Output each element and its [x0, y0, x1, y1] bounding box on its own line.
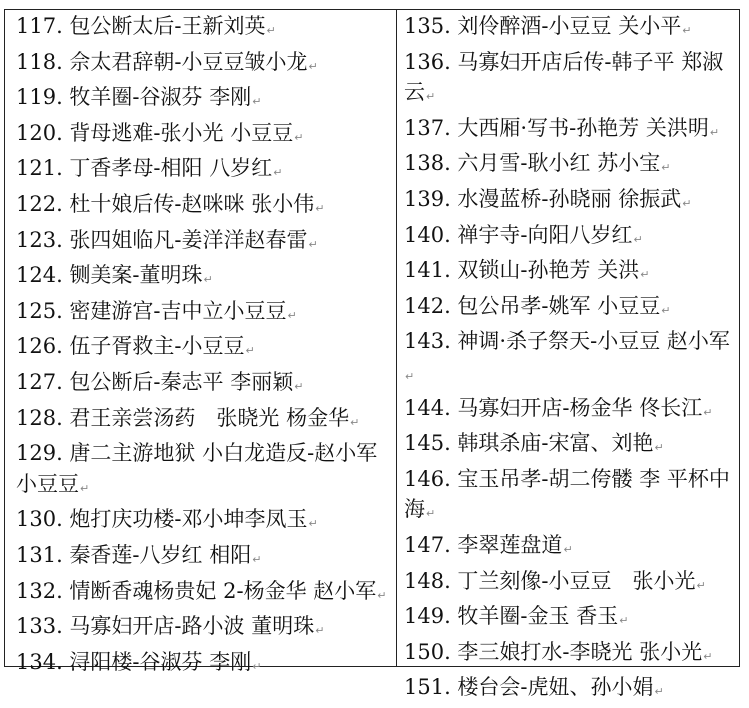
paragraph-mark-icon: ↵: [308, 517, 318, 531]
paragraph-mark-icon: ↵: [287, 308, 297, 322]
paragraph-mark-icon: ↵: [80, 481, 90, 495]
entry-text: 147. 李翠莲盘道: [404, 532, 563, 557]
list-item: [404, 530, 740, 566]
entry-text: 122. 杜十娘后传-赵咪咪 张小伟: [16, 191, 315, 216]
entry-text: 124. 铡美案-董明珠: [16, 263, 203, 288]
entry-text: 133. 马寡妇开店-路小波 董明珠: [16, 614, 315, 639]
list-item: [404, 113, 740, 149]
paragraph-mark-icon: ↵: [619, 614, 629, 628]
paragraph-mark-icon: ↵: [252, 95, 262, 109]
list-item: [16, 296, 392, 332]
list-item: [404, 47, 740, 113]
list-item: [404, 220, 740, 256]
paragraph-mark-icon: ↵: [350, 415, 360, 429]
entry-text: 121. 丁香孝母-相阳 八岁红: [16, 156, 273, 181]
paragraph-mark-icon: ↵: [709, 125, 720, 139]
paragraph-mark-icon: ↵: [640, 268, 650, 282]
list-item: [16, 647, 392, 683]
entry-text: 117. 包公断太后-王新刘英: [16, 14, 266, 38]
entry-text: 138. 六月雪-耿小红 苏小宝: [404, 151, 661, 176]
paragraph-mark-icon: ↵: [654, 441, 664, 455]
column-divider: [396, 10, 397, 666]
paragraph-mark-icon: ↵: [252, 659, 262, 673]
entry-text: 123. 张四姐临凡-姜洋洋赵春雷: [16, 227, 308, 252]
entry-text: 118. 佘太君辞朝-小豆豆皱小龙: [16, 49, 308, 74]
list-item: [404, 11, 740, 47]
paragraph-mark-icon: ↵: [266, 24, 276, 37]
entry-text: 150. 李三娘打水-李晓光 张小光: [404, 639, 703, 664]
list-item: [404, 464, 740, 530]
paragraph-mark-icon: ↵: [273, 166, 283, 180]
entry-text: 128. 君王亲尝汤药 张晓光 杨金华: [16, 405, 350, 430]
paragraph-mark-icon: ↵: [252, 552, 262, 566]
paragraph-mark-icon: ↵: [661, 303, 671, 317]
entry-text: 120. 背母逃难-张小光 小豆豆: [16, 120, 294, 145]
entry-text: 143. 神调·杀子祭天-小豆豆 赵小军: [404, 329, 730, 354]
paragraph-mark-icon: ↵: [682, 196, 692, 210]
list-item: [16, 540, 392, 576]
list-item: [16, 331, 392, 367]
list-item: [16, 611, 392, 647]
entry-text: 145. 韩琪杀庙-宋富、刘艳: [404, 431, 654, 456]
entry-text: 127. 包公断后-秦志平 李丽颖: [16, 369, 294, 394]
list-item: [16, 225, 392, 261]
paragraph-mark-icon: ↵: [563, 542, 573, 556]
list-item: [16, 47, 392, 83]
list-item: [404, 566, 740, 602]
entry-text: 146. 宝玉吊孝-胡二侉髅 李 平杯中海: [404, 466, 730, 522]
entry-text: 144. 马寡妇开店-杨金华 佟长江: [404, 395, 703, 420]
list-item: [16, 403, 392, 439]
list-item: [404, 601, 740, 637]
paragraph-mark-icon: ↵: [696, 578, 706, 592]
list-item: [404, 148, 740, 184]
list-item: [404, 637, 740, 673]
list-item: [16, 189, 392, 225]
entry-text: 126. 伍子胥救主-小豆豆: [16, 334, 245, 359]
entry-text: 139. 水漫蓝桥-孙晓丽 徐振武: [404, 186, 682, 211]
paragraph-mark-icon: ↵: [426, 507, 436, 521]
list-item: [404, 428, 740, 464]
paragraph-mark-icon: ↵: [315, 201, 325, 215]
entry-text: 151. 楼台会-虎妞、孙小娟: [404, 675, 654, 700]
paragraph-mark-icon: ↵: [703, 405, 713, 419]
list-item: [16, 153, 392, 189]
entry-text: 134. 浔阳楼-谷淑芬 李刚: [16, 649, 252, 674]
left-column: [16, 11, 392, 682]
entry-text: 149. 牧羊圈-金玉 香玉: [404, 604, 619, 629]
entry-text: 136. 马寡妇开店后传-韩子平 郑淑云: [404, 49, 724, 105]
list-item: [16, 576, 392, 612]
list-item: [16, 367, 392, 403]
entry-text: 142. 包公吊孝-姚军 小豆豆: [404, 293, 661, 318]
list-item: [16, 504, 392, 540]
paragraph-mark-icon: ↵: [426, 90, 436, 104]
paragraph-mark-icon: ↵: [245, 344, 255, 358]
entry-text: 129. 唐二主游地狱 小白龙造反-赵小军 小豆豆: [16, 441, 378, 496]
entry-text: 141. 双锁山-孙艳芳 关洪: [404, 258, 640, 283]
entry-text: 140. 禅宇寺-向阳八岁红: [404, 222, 633, 247]
list-item: [16, 260, 392, 296]
paragraph-mark-icon: ↵: [203, 273, 213, 287]
list-item: [404, 326, 740, 392]
paragraph-mark-icon: ↵: [682, 24, 692, 37]
entry-text: 125. 密建游宫-吉中立小豆豆: [16, 298, 287, 323]
paragraph-mark-icon: ↵: [661, 161, 671, 175]
entry-text: 119. 牧羊圈-谷淑芬 李刚: [16, 85, 252, 110]
entry-text: 137. 大西厢·写书-孙艳芳 关洪明: [404, 115, 709, 140]
list-item: [404, 393, 740, 429]
list-item: [16, 11, 392, 47]
list-item: [404, 291, 740, 327]
document-table: [4, 9, 740, 700]
entry-text: 132. 情断香魂杨贵妃 2-杨金华 赵小军: [16, 578, 377, 603]
paragraph-mark-icon: ↵: [405, 369, 415, 383]
right-column: [404, 11, 740, 708]
list-item: [404, 255, 740, 291]
paragraph-mark-icon: ↵: [703, 649, 713, 663]
list-item: [16, 438, 392, 504]
paragraph-mark-icon: ↵: [294, 379, 304, 393]
entry-text: 135. 刘伶醉酒-小豆豆 关小平: [404, 14, 682, 38]
entry-text: 148. 丁兰刻像-小豆豆 张小光: [404, 568, 696, 593]
paragraph-mark-icon: ↵: [654, 685, 664, 699]
list-item: [16, 118, 392, 154]
paragraph-mark-icon: ↵: [308, 59, 318, 73]
paragraph-mark-icon: ↵: [633, 232, 643, 246]
entry-text: 130. 炮打庆功楼-邓小坤李凤玉: [16, 507, 308, 532]
paragraph-mark-icon: ↵: [377, 588, 387, 602]
paragraph-mark-icon: ↵: [308, 237, 318, 251]
paragraph-mark-icon: ↵: [315, 624, 325, 638]
paragraph-mark-icon: ↵: [294, 130, 304, 144]
list-item: [404, 672, 740, 708]
list-item: [404, 184, 740, 220]
list-item: [16, 82, 392, 118]
entry-text: 131. 秦香莲-八岁红 相阳: [16, 542, 252, 567]
